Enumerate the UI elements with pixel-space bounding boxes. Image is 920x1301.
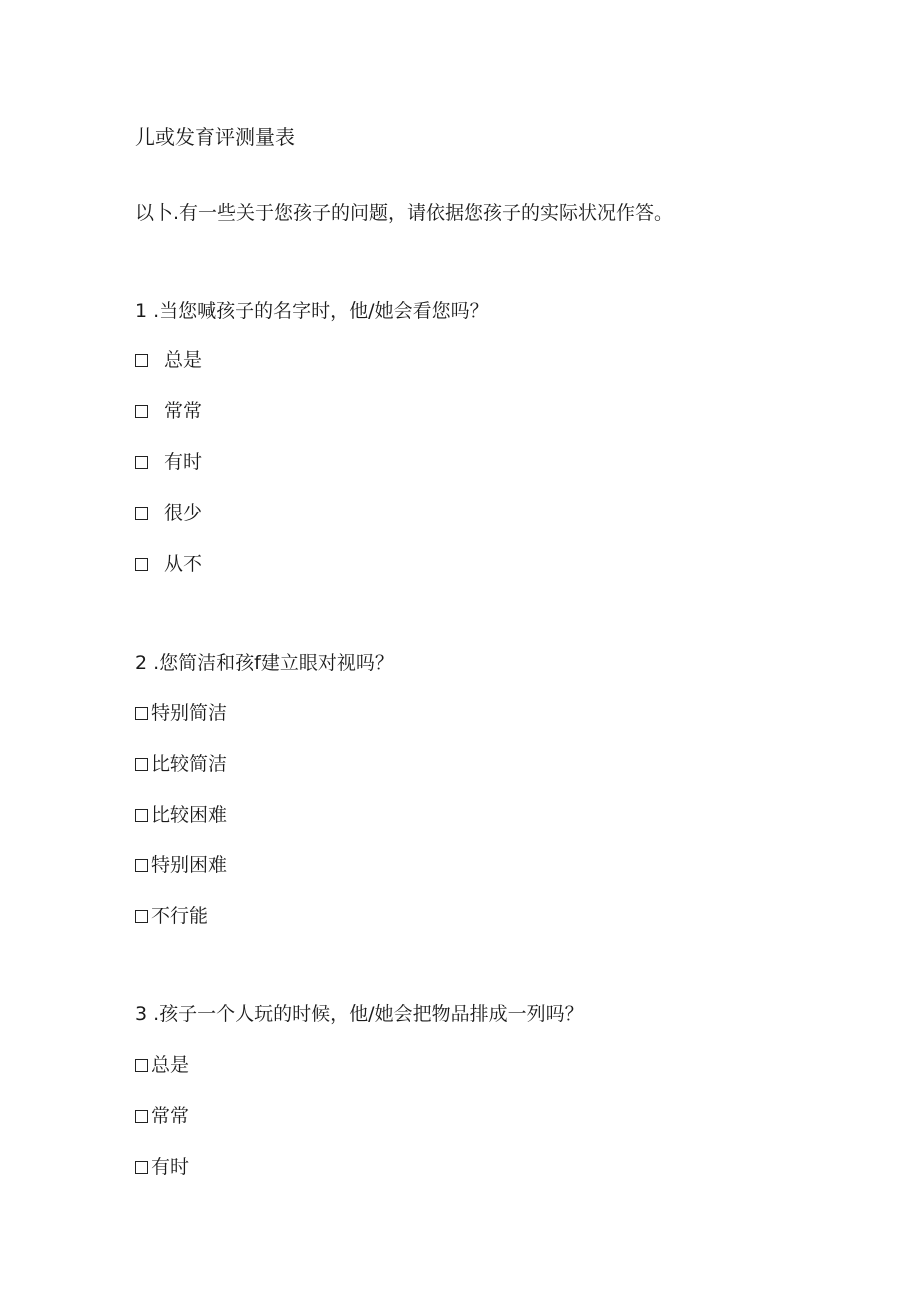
- question-3-option-2[interactable]: [135, 1103, 189, 1129]
- option-label: 比较困难: [151, 804, 228, 826]
- question-2-option-4[interactable]: [135, 852, 227, 878]
- question-3-option-3[interactable]: [135, 1154, 189, 1180]
- option-label: 总是: [151, 1054, 190, 1076]
- question-1-option-5[interactable]: [135, 551, 202, 577]
- checkbox-icon[interactable]: [135, 707, 148, 720]
- intro-text: 以卜.有一些关于您孩子的问题，请依据您孩子的实际状况作答。: [135, 202, 674, 224]
- checkbox-icon[interactable]: [135, 354, 148, 367]
- checkbox-icon[interactable]: [135, 558, 148, 571]
- question-2-option-2[interactable]: [135, 751, 227, 777]
- question-1-text: 1 .当您喊孩子的名字时，他/她会看您吗？: [135, 300, 489, 322]
- option-label: 很少: [164, 502, 203, 524]
- checkbox-icon[interactable]: [135, 859, 148, 872]
- question-1-option-2[interactable]: [135, 398, 202, 424]
- checkbox-icon[interactable]: [135, 507, 148, 520]
- option-label: 常常: [164, 400, 203, 422]
- option-label: 有时: [164, 451, 203, 473]
- option-label: 不行能: [151, 905, 209, 927]
- question-2-option-5[interactable]: [135, 903, 208, 929]
- checkbox-icon[interactable]: [135, 809, 148, 822]
- option-label: 从不: [164, 553, 203, 575]
- checkbox-icon[interactable]: [135, 405, 148, 418]
- checkbox-icon[interactable]: [135, 1110, 148, 1123]
- option-label: 总是: [164, 349, 203, 371]
- checkbox-icon[interactable]: [135, 456, 148, 469]
- question-3-option-1[interactable]: [135, 1052, 189, 1078]
- option-label: 特别简洁: [151, 702, 228, 724]
- checkbox-icon[interactable]: [135, 1059, 148, 1072]
- question-2-option-3[interactable]: [135, 802, 227, 828]
- question-2-option-1[interactable]: [135, 700, 227, 726]
- option-label: 比较简洁: [151, 753, 228, 775]
- checkbox-icon[interactable]: [135, 1161, 148, 1174]
- option-label: 常常: [151, 1105, 190, 1127]
- checkbox-icon[interactable]: [135, 910, 148, 923]
- option-label: 有时: [151, 1156, 190, 1178]
- option-label: 特别困难: [151, 854, 228, 876]
- question-1-option-4[interactable]: [135, 500, 202, 526]
- page-title: 儿或发育评测量表: [135, 125, 295, 149]
- question-1-option-1[interactable]: [135, 347, 202, 373]
- question-1-option-3[interactable]: [135, 449, 202, 475]
- question-2-text: 2 .您简洁和孩f建立眼对视吗？: [135, 652, 394, 674]
- checkbox-icon[interactable]: [135, 758, 148, 771]
- question-3-text: 3 .孩子一个人玩的时候，他/她会把物品排成一列吗？: [135, 1003, 584, 1025]
